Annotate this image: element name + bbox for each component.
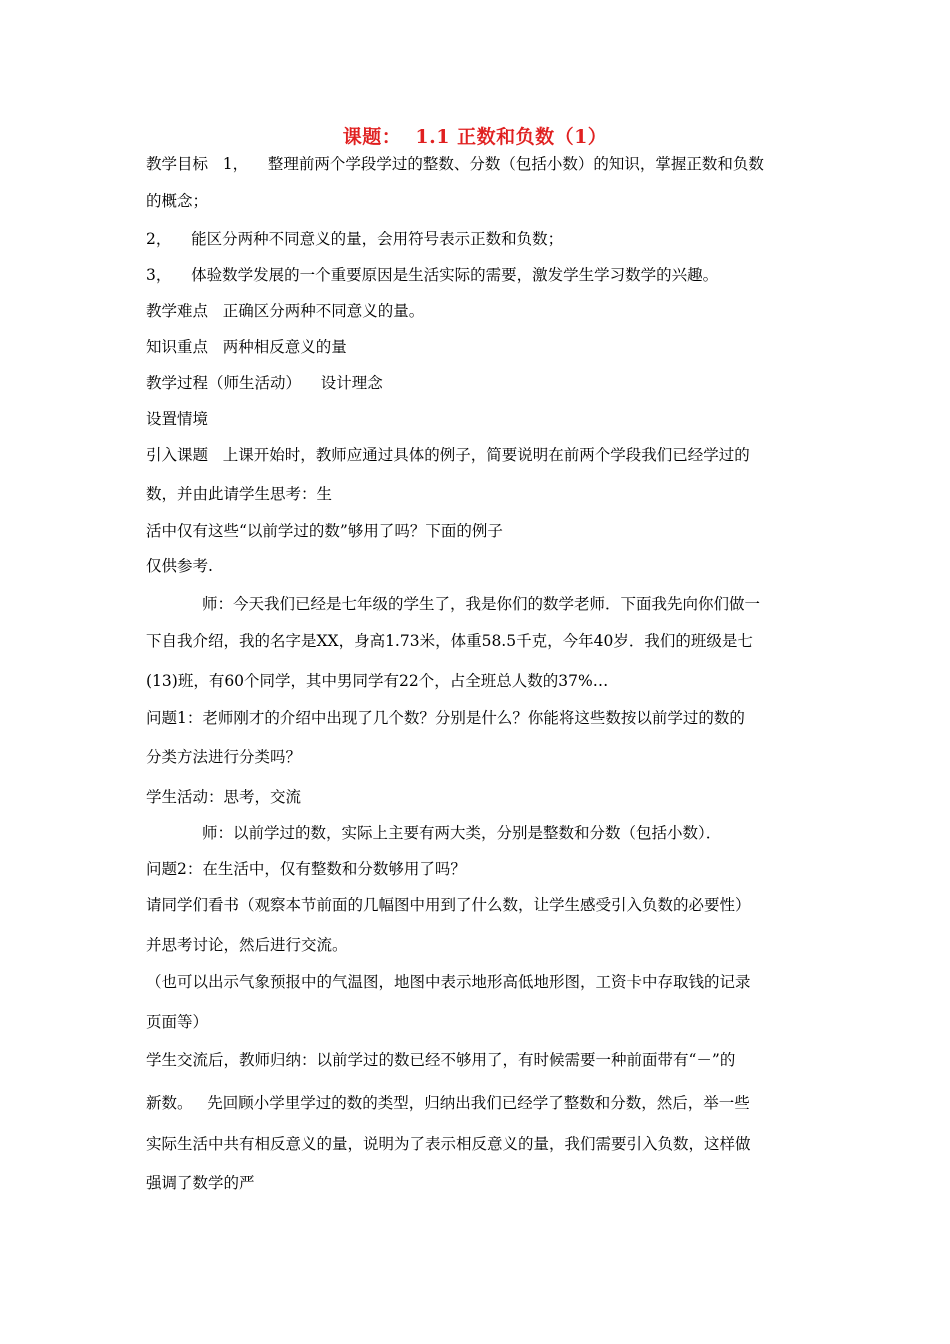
text-line: 教学目标 1， 整理前两个学段学过的整数、分数（包括小数）的知识，掌握正数和负数 [146, 155, 764, 173]
text-line: 引入课题 上课开始时，教师应通过具体的例子，简要说明在前两个学段我们已经学过的 [146, 446, 750, 464]
text-line: 实际生活中共有相反意义的量，说明为了表示相反意义的量，我们需要引入负数，这样做 [146, 1135, 751, 1153]
text-line: 学生交流后，教师归纳：以前学过的数已经不够用了，有时候需要一种前面带有“－”的 [146, 1051, 736, 1069]
text-line: 的概念； [146, 192, 209, 210]
text-line: 请同学们看书（观察本节前面的几幅图中用到了什么数，让学生感受引入负数的必要性） [146, 896, 751, 914]
text-line: 3， 体验数学发展的一个重要原因是生活实际的需要，激发学生学习数学的兴趣。 [146, 266, 719, 284]
lesson-title: 课题： 1.1 正数和负数（1） [342, 126, 608, 148]
text-line: 问题1：老师刚才的介绍中出现了几个数？分别是什么？你能将这些数按以前学过的数的 [146, 709, 745, 727]
text-line: 教学难点 正确区分两种不同意义的量。 [146, 302, 425, 320]
text-line: 教学过程（师生活动） 设计理念 [146, 374, 383, 392]
text-line: 下自我介绍，我的名字是XX，身高1.73米，体重58.5千克，今年40岁．我们的班级是七 [146, 632, 753, 650]
text-line: 知识重点 两种相反意义的量 [146, 338, 347, 356]
text-line: 页面等） [146, 1013, 209, 1031]
text-line: 设置情境 [146, 410, 209, 428]
text-line: 师：今天我们已经是七年级的学生了，我是你们的数学老师．下面我先向你们做一 [202, 595, 761, 613]
text-line: 2， 能区分两种不同意义的量，会用符号表示正数和负数； [146, 230, 564, 248]
text-line: 仅供参考. [146, 557, 213, 575]
text-line: 新数。 先回顾小学里学过的数的类型，归纳出我们已经学了整数和分数，然后，举一些 [146, 1094, 750, 1112]
text-line: 学生活动：思考，交流 [146, 788, 302, 806]
text-line: 问题2：在生活中，仅有整数和分数够用了吗？ [146, 860, 466, 878]
text-line: 分类方法进行分类吗？ [146, 748, 302, 766]
text-line: 并思考讨论，然后进行交流。 [146, 936, 348, 954]
text-line: （也可以出示气象预报中的气温图，地图中表示地形高低地形图，工资卡中存取钱的记录 [146, 973, 751, 991]
text-line: 师：以前学过的数，实际上主要有两大类，分别是整数和分数（包括小数）． [202, 824, 722, 842]
text-line: 强调了数学的严 [146, 1174, 255, 1192]
text-line: 数，并由此请学生思考：生 [146, 485, 333, 503]
text-line: 活中仅有这些“以前学过的数”够用了吗？下面的例子 [146, 522, 503, 540]
text-line: (13)班，有60个同学，其中男同学有22个，占全班总人数的37%… [146, 672, 609, 690]
